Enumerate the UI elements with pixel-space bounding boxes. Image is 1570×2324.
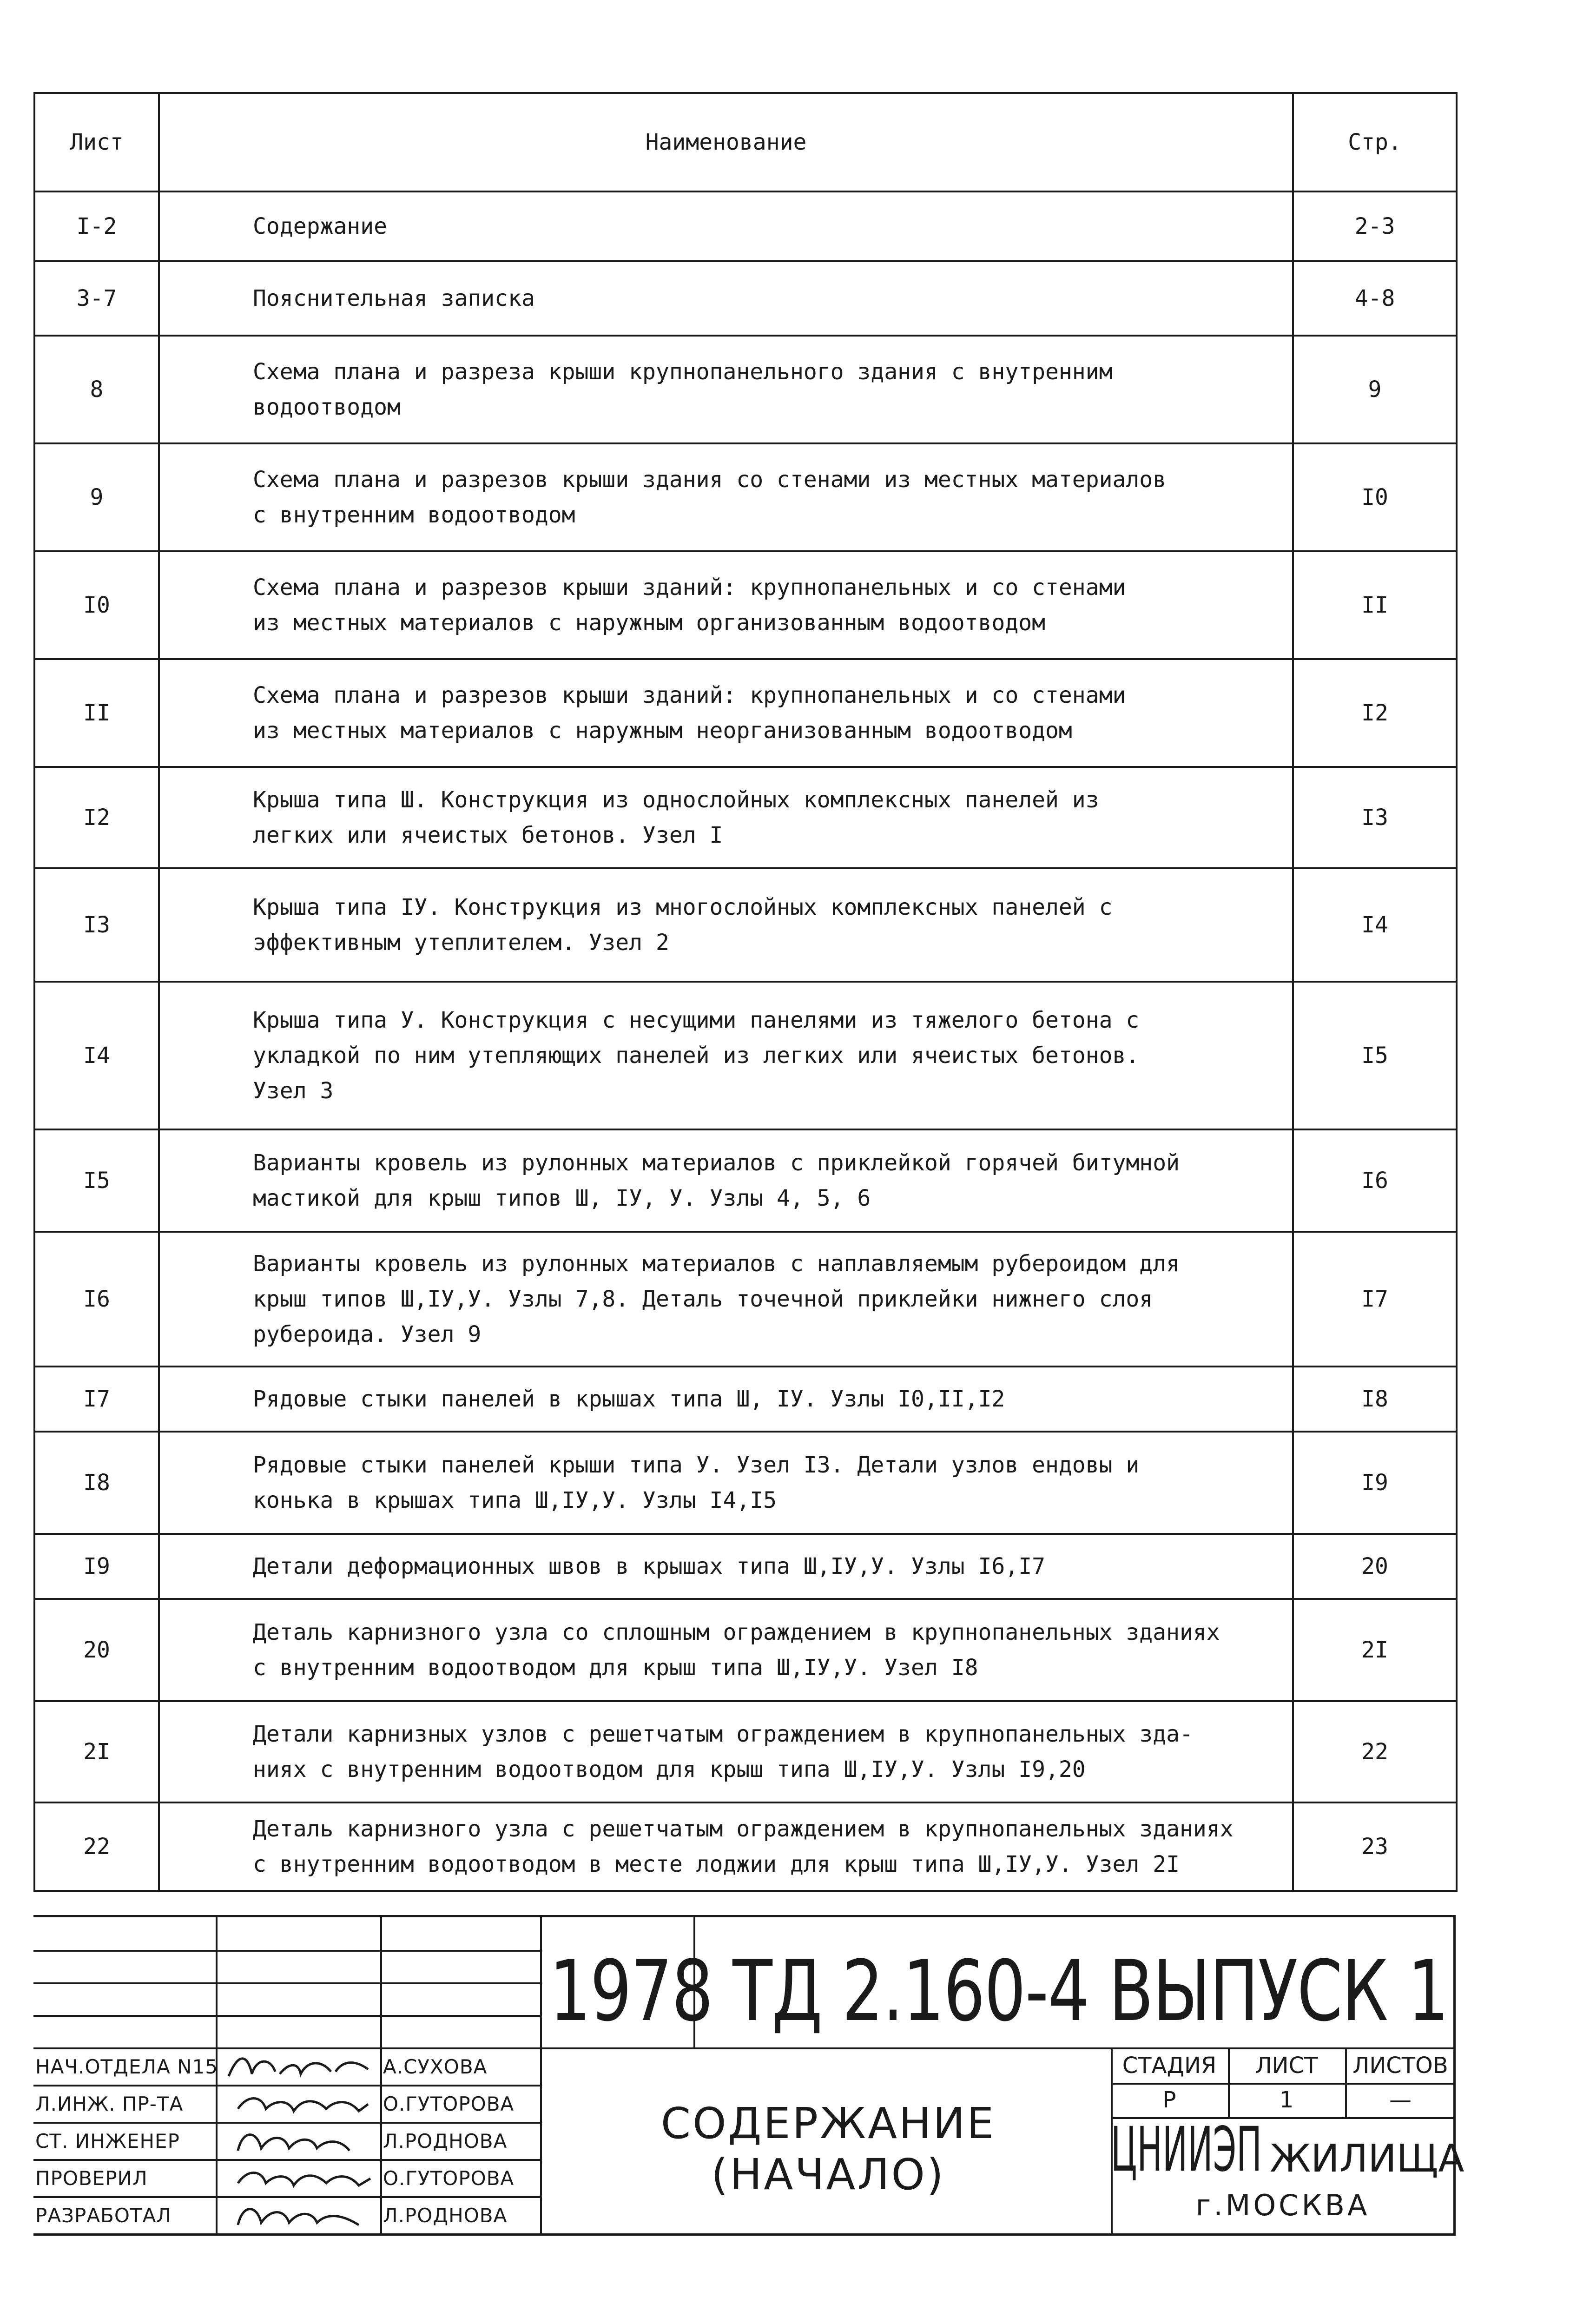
table-row bbox=[34, 1534, 1457, 1599]
sheet-number: 20 bbox=[34, 1599, 159, 1701]
stamp-line bbox=[33, 1982, 540, 1984]
item-name-line: Рядовые стыки панелей крыши типа У. Узел I3. Детали узлов ендовы и bbox=[253, 1452, 1140, 1478]
sheet-number: 9 bbox=[34, 443, 159, 551]
table-row bbox=[34, 1802, 1457, 1891]
table-row bbox=[34, 659, 1457, 767]
sheet-number: I5 bbox=[34, 1129, 159, 1232]
handwritten-signature bbox=[219, 2086, 377, 2123]
table-row bbox=[34, 1232, 1457, 1367]
item-name bbox=[159, 443, 1293, 551]
item-name bbox=[159, 767, 1293, 868]
page-number: I3 bbox=[1293, 767, 1457, 868]
sheet-number: I2 bbox=[34, 767, 159, 868]
item-name bbox=[159, 982, 1293, 1129]
item-name-line: Схема плана и разрезов крыши зданий: крупнопанельных и со стенами bbox=[253, 574, 1126, 601]
table-row bbox=[34, 443, 1457, 551]
item-name-line: Узел 3 bbox=[253, 1078, 334, 1104]
item-name-line: Схема плана и разрезов крыши зданий: крупнопанельных и со стенами bbox=[253, 682, 1126, 708]
signature-role: СТ. ИНЖЕНЕР bbox=[35, 2130, 180, 2152]
organization-name: ЦНИИЭП bbox=[1111, 2114, 1262, 2185]
item-name-line: Варианты кровель из рулонных материалов с наплавляемым рубероидом для bbox=[253, 1251, 1180, 1277]
sheet-label: ЛИСТ bbox=[1255, 2053, 1318, 2079]
item-name bbox=[159, 1534, 1293, 1599]
item-name bbox=[159, 336, 1293, 443]
stage-label: СТАДИЯ bbox=[1122, 2053, 1217, 2079]
sheets-value: — bbox=[1389, 2087, 1412, 2113]
item-name-line: Крыша типа У. Конструкция с несущими панелями из тяжелого бетона с bbox=[253, 1007, 1140, 1033]
page-number: I8 bbox=[1293, 1367, 1457, 1432]
table-row bbox=[34, 336, 1457, 443]
item-name-line: Пояснительная записка bbox=[253, 285, 535, 311]
page-number: 2-3 bbox=[1293, 191, 1457, 261]
page-number: 20 bbox=[1293, 1534, 1457, 1599]
table-row bbox=[34, 551, 1457, 659]
sheet-number: I0 bbox=[34, 551, 159, 659]
item-name bbox=[159, 1701, 1293, 1802]
item-name-line: Схема плана и разреза крыши крупнопанельного здания с внутренним bbox=[253, 359, 1113, 385]
handwritten-signature bbox=[219, 2123, 377, 2160]
sheet-number: I9 bbox=[34, 1534, 159, 1599]
item-name-line: мастикой для крыш типов Ш, IУ, У. Узлы 4, 5, 6 bbox=[253, 1185, 871, 1211]
item-name bbox=[159, 868, 1293, 982]
stamp-divider bbox=[380, 1917, 382, 2233]
item-name-line: крыш типов Ш,IУ,У. Узлы 7,8. Деталь точечной приклейки нижнего слоя bbox=[253, 1286, 1153, 1312]
sheet-number: 2I bbox=[34, 1701, 159, 1802]
item-name bbox=[159, 261, 1293, 336]
sheet-number: 8 bbox=[34, 336, 159, 443]
title-block bbox=[33, 1915, 1464, 2236]
sheet-number: I7 bbox=[34, 1367, 159, 1432]
signature-name: А.СУХОВА bbox=[383, 2055, 488, 2078]
item-name bbox=[159, 1599, 1293, 1701]
header-name: Наименование bbox=[159, 93, 1293, 191]
item-name bbox=[159, 1432, 1293, 1534]
signature-role: ПРОВЕРИЛ bbox=[35, 2167, 148, 2190]
stamp-line bbox=[33, 2015, 540, 2017]
item-name-line: эффективным утеплителем. Узел 2 bbox=[253, 930, 669, 956]
sheet-number: I6 bbox=[34, 1232, 159, 1367]
table-row bbox=[34, 767, 1457, 868]
page-number: I5 bbox=[1293, 982, 1457, 1129]
table-row bbox=[34, 1432, 1457, 1534]
item-name-line: ниях с внутренним водоотводом для крыш типа Ш,IУ,У. Узлы I9,20 bbox=[253, 1756, 1086, 1783]
page-number: 4-8 bbox=[1293, 261, 1457, 336]
handwritten-signature bbox=[219, 2160, 377, 2197]
table-row bbox=[34, 1129, 1457, 1232]
sheet-number: 22 bbox=[34, 1802, 159, 1891]
page-number: II bbox=[1293, 551, 1457, 659]
item-name-line: Крыша типа Ш. Конструкция из однослойных комплексных панелей из bbox=[253, 787, 1099, 813]
item-name-line: рубероида. Узел 9 bbox=[253, 1321, 482, 1347]
organization-city: г.МОСКВА bbox=[1195, 2188, 1370, 2222]
item-name-line: из местных материалов с наружным организованным водоотводом bbox=[253, 610, 1046, 636]
item-name bbox=[159, 1129, 1293, 1232]
organization-suffix: ЖИЛИЩА bbox=[1270, 2137, 1464, 2181]
header-page: Стр. bbox=[1293, 93, 1457, 191]
sheet-number: I-2 bbox=[34, 191, 159, 261]
page-number: I2 bbox=[1293, 659, 1457, 767]
item-name bbox=[159, 1367, 1293, 1432]
sheet-title: СОДЕРЖАНИЕ bbox=[660, 2099, 996, 2148]
table-row bbox=[34, 1367, 1457, 1432]
page-number: I0 bbox=[1293, 443, 1457, 551]
item-name-line: Детали деформационных швов в крышах типа Ш,IУ,У. Узлы I6,I7 bbox=[253, 1553, 1046, 1579]
page-number: I4 bbox=[1293, 868, 1457, 982]
item-name bbox=[159, 191, 1293, 261]
handwritten-signature bbox=[219, 2197, 377, 2234]
signature-name: О.ГУТОРОВА bbox=[383, 2167, 515, 2190]
item-name-line: конька в крышах типа Ш,IУ,У. Узлы I4,I5 bbox=[253, 1487, 777, 1513]
contents-table bbox=[33, 92, 1458, 1892]
item-name-line: Деталь карнизного узла с решетчатым ограждением в крупнопанельных зданиях bbox=[253, 1816, 1234, 1842]
item-name-line: с внутренним водоотводом для крыш типа Ш,IУ,У. Узел I8 bbox=[253, 1655, 978, 1681]
sheet-number: I4 bbox=[34, 982, 159, 1129]
item-name bbox=[159, 551, 1293, 659]
page-number: 22 bbox=[1293, 1701, 1457, 1802]
handwritten-signature bbox=[219, 2048, 377, 2086]
page-number: I7 bbox=[1293, 1232, 1457, 1367]
page-number: I6 bbox=[1293, 1129, 1457, 1232]
table-row bbox=[34, 1701, 1457, 1802]
item-name-line: водоотводом bbox=[253, 394, 401, 420]
table-row bbox=[34, 868, 1457, 982]
table-row bbox=[34, 1599, 1457, 1701]
item-name-line: Рядовые стыки панелей в крышах типа Ш, IУ. Узлы I0,II,I2 bbox=[253, 1386, 1005, 1412]
signature-name: О.ГУТОРОВА bbox=[383, 2093, 515, 2115]
sheet-number: II bbox=[34, 659, 159, 767]
page-number: I9 bbox=[1293, 1432, 1457, 1534]
item-name-line: Содержание bbox=[253, 213, 387, 239]
table-row bbox=[34, 261, 1457, 336]
document-code: 1978 ТД 2.160-4 ВЫПУСК 1 bbox=[549, 1943, 1449, 2040]
signature-name: Л.РОДНОВА bbox=[383, 2130, 508, 2152]
signature-role: РАЗРАБОТАЛ bbox=[35, 2204, 172, 2227]
item-name-line: легких или ячеистых бетонов. Узел I bbox=[253, 822, 723, 848]
item-name-line: Варианты кровель из рулонных материалов с приклейкой горячей битумной bbox=[253, 1150, 1180, 1176]
item-name-line: Детали карнизных узлов с решетчатым ограждением в крупнопанельных зда- bbox=[253, 1721, 1193, 1747]
table-header-row bbox=[34, 93, 1457, 191]
item-name-line: с внутренним водоотводом bbox=[253, 502, 575, 528]
signature-name: Л.РОДНОВА bbox=[383, 2204, 508, 2227]
item-name bbox=[159, 1232, 1293, 1367]
item-name-line: Крыша типа IУ. Конструкция из многослойных комплексных панелей с bbox=[253, 894, 1113, 920]
page-number: 9 bbox=[1293, 336, 1457, 443]
sheets-label: ЛИСТОВ bbox=[1352, 2053, 1448, 2079]
sheet-number: I3 bbox=[34, 868, 159, 982]
item-name-line: с внутренним водоотводом в месте лоджии для крыш типа Ш,IУ,У. Узел 2I bbox=[253, 1851, 1180, 1877]
item-name bbox=[159, 1802, 1293, 1891]
header-sheet: Лист bbox=[34, 93, 159, 191]
signature-role: НАЧ.ОТДЕЛА N15 bbox=[35, 2055, 218, 2078]
table-row bbox=[34, 982, 1457, 1129]
item-name-line: Деталь карнизного узла со сплошным ограждением в крупнопанельных зданиях bbox=[253, 1619, 1220, 1645]
sheet-number: 3-7 bbox=[34, 261, 159, 336]
table-row bbox=[34, 191, 1457, 261]
sheet-value: 1 bbox=[1279, 2087, 1294, 2113]
page-number: 23 bbox=[1293, 1802, 1457, 1891]
signature-role: Л.ИНЖ. ПР-ТА bbox=[35, 2093, 184, 2115]
item-name-line: Схема плана и разрезов крыши здания со стенами из местных материалов bbox=[253, 467, 1167, 493]
item-name bbox=[159, 659, 1293, 767]
item-name-line: укладкой по ним утепляющих панелей из легких или ячеистых бетонов. bbox=[253, 1043, 1140, 1069]
sheet-subtitle: (НАЧАЛО) bbox=[711, 2150, 945, 2199]
sheet-number: I8 bbox=[34, 1432, 159, 1534]
page-number: 2I bbox=[1293, 1599, 1457, 1701]
item-name-line: из местных материалов с наружным неорганизованным водоотводом bbox=[253, 718, 1072, 744]
stamp-line bbox=[33, 1950, 540, 1952]
stage-value: Р bbox=[1162, 2087, 1176, 2113]
